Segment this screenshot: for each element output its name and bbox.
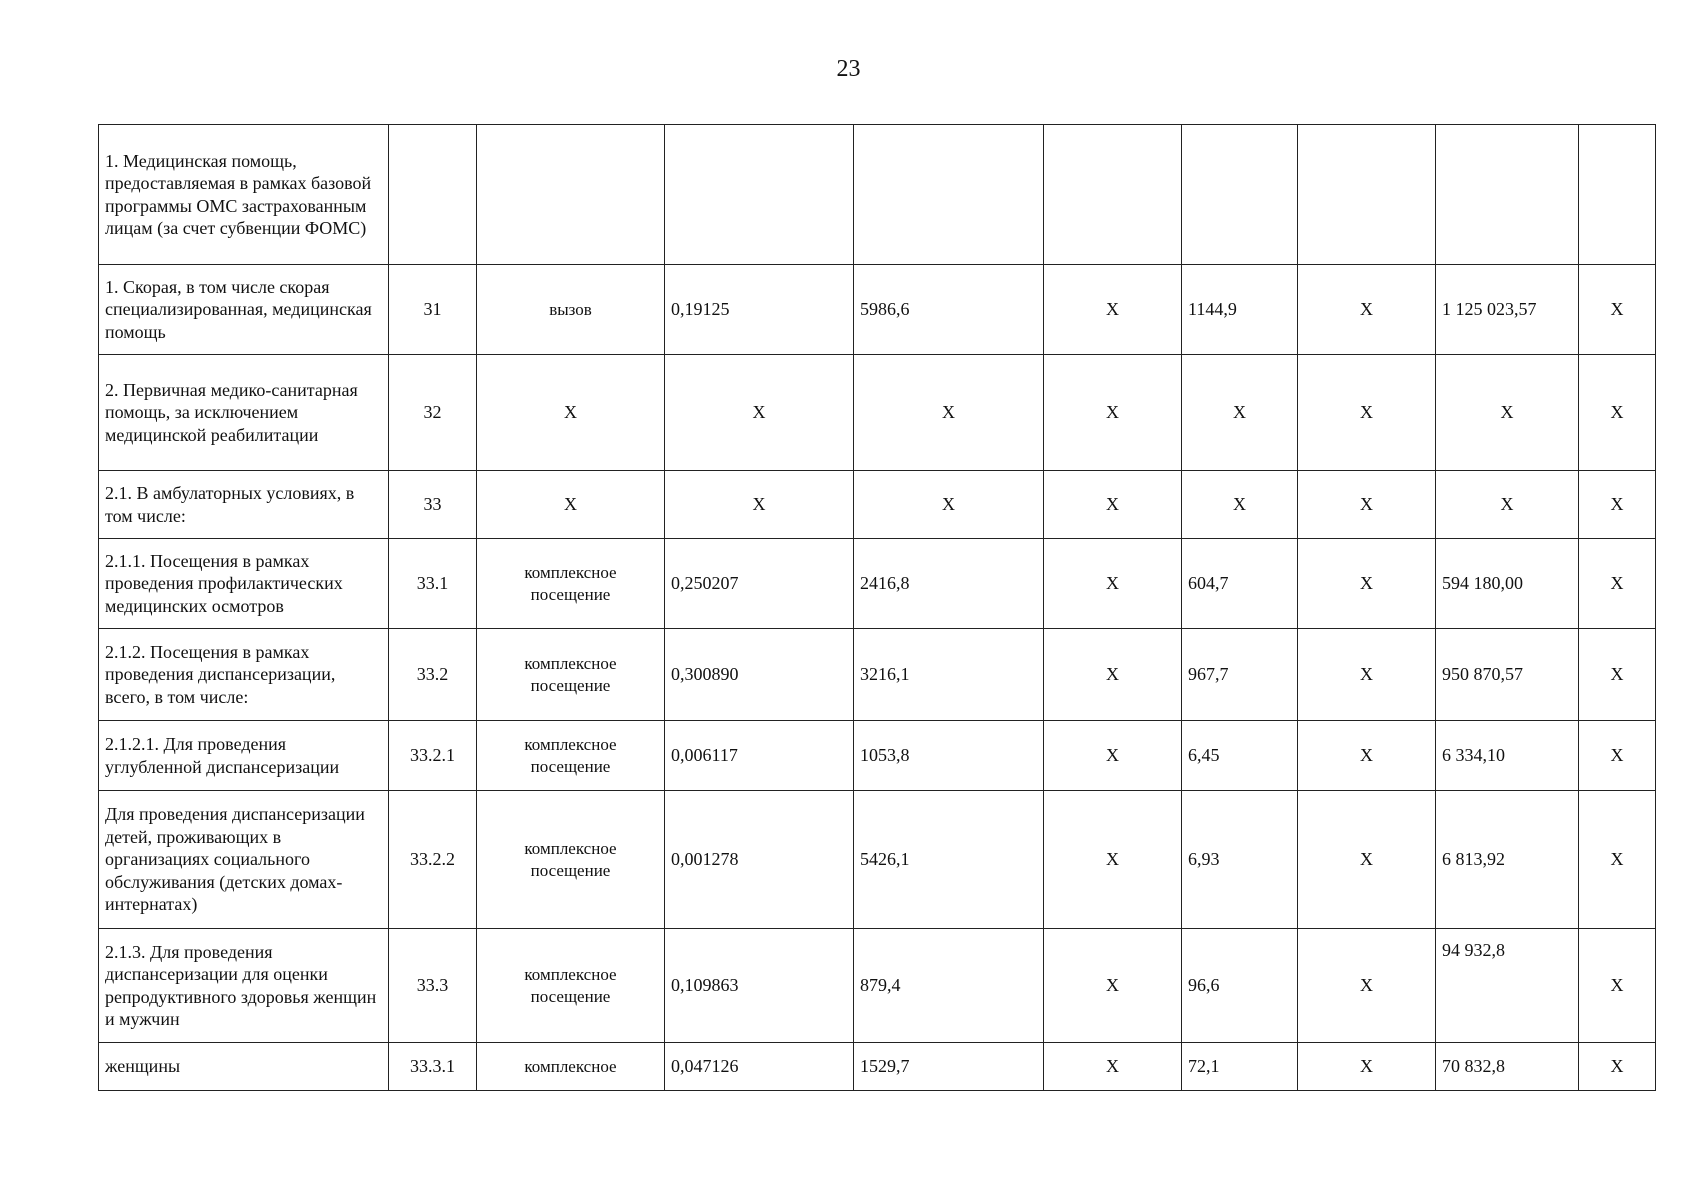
table-row <box>99 539 1656 629</box>
row-x1: Х <box>1044 355 1182 471</box>
row-norm: 0,001278 <box>665 791 854 929</box>
row-unit: комплексное посещение <box>477 539 665 629</box>
row-norm: 0,250207 <box>665 539 854 629</box>
row-code: 33.2.2 <box>389 791 477 929</box>
row-x2: Х <box>1298 721 1436 791</box>
row-x2 <box>1298 125 1436 265</box>
row-x3: Х <box>1579 539 1656 629</box>
row-x2: Х <box>1298 539 1436 629</box>
row-name: 2.1.3. Для проведения диспансеризации для оценки репродуктивного здоровья женщин и мужчин <box>99 929 389 1043</box>
row-cost: 5426,1 <box>854 791 1044 929</box>
row-x1: Х <box>1044 791 1182 929</box>
row-percap: 96,6 <box>1182 929 1298 1043</box>
row-code: 33.3.1 <box>389 1043 477 1091</box>
row-x3: Х <box>1579 265 1656 355</box>
row-x1 <box>1044 125 1182 265</box>
row-unit: комплексное посещение <box>477 791 665 929</box>
row-code: 33.2.1 <box>389 721 477 791</box>
row-x1: Х <box>1044 265 1182 355</box>
row-code <box>389 125 477 265</box>
table-row <box>99 125 1656 265</box>
row-code: 33.1 <box>389 539 477 629</box>
table-row <box>99 1043 1656 1091</box>
row-norm: 0,109863 <box>665 929 854 1043</box>
page-number: 23 <box>836 56 861 82</box>
row-code: 33 <box>389 471 477 539</box>
row-total: 6 813,92 <box>1436 791 1579 929</box>
row-cost: Х <box>854 471 1044 539</box>
row-percap: 1144,9 <box>1182 265 1298 355</box>
table-row <box>99 471 1656 539</box>
row-cost: Х <box>854 355 1044 471</box>
row-unit <box>477 125 665 265</box>
row-x3: Х <box>1579 471 1656 539</box>
row-name: 2. Первичная медико-санитарная помощь, за исключением медицинской реабилитации <box>99 355 389 471</box>
row-unit: Х <box>477 471 665 539</box>
row-percap: Х <box>1182 355 1298 471</box>
row-cost: 1053,8 <box>854 721 1044 791</box>
row-name: 2.1.1. Посещения в рамках проведения профилактических медицинских осмотров <box>99 539 389 629</box>
row-percap: 6,45 <box>1182 721 1298 791</box>
row-cost <box>854 125 1044 265</box>
row-percap: Х <box>1182 471 1298 539</box>
row-x2: Х <box>1298 355 1436 471</box>
table-row <box>99 721 1656 791</box>
row-x3: Х <box>1579 1043 1656 1091</box>
row-total: 94 932,8 <box>1436 929 1579 1043</box>
table-row <box>99 791 1656 929</box>
row-percap: 604,7 <box>1182 539 1298 629</box>
row-unit: Х <box>477 355 665 471</box>
row-total: 950 870,57 <box>1436 629 1579 721</box>
row-x3: Х <box>1579 929 1656 1043</box>
row-total: Х <box>1436 355 1579 471</box>
row-x3: Х <box>1579 355 1656 471</box>
row-x3: Х <box>1579 629 1656 721</box>
row-x3: Х <box>1579 721 1656 791</box>
row-x2: Х <box>1298 629 1436 721</box>
row-x3: Х <box>1579 791 1656 929</box>
row-x2: Х <box>1298 265 1436 355</box>
row-cost: 1529,7 <box>854 1043 1044 1091</box>
row-norm: 0,19125 <box>665 265 854 355</box>
row-x3 <box>1579 125 1656 265</box>
row-name: 2.1.2.1. Для проведения углубленной диспансеризации <box>99 721 389 791</box>
row-name: 2.1.2. Посещения в рамках проведения диспансеризации, всего, в том числе: <box>99 629 389 721</box>
row-x1: Х <box>1044 1043 1182 1091</box>
row-code: 33.3 <box>389 929 477 1043</box>
row-total: 70 832,8 <box>1436 1043 1579 1091</box>
row-norm: 0,300890 <box>665 629 854 721</box>
table-row <box>99 355 1656 471</box>
row-x2: Х <box>1298 929 1436 1043</box>
row-x1: Х <box>1044 929 1182 1043</box>
row-percap <box>1182 125 1298 265</box>
row-total: 594 180,00 <box>1436 539 1579 629</box>
row-code: 31 <box>389 265 477 355</box>
row-total: 1 125 023,57 <box>1436 265 1579 355</box>
row-name: 1. Медицинская помощь, предоставляемая в рамках базовой программы ОМС застрахованным лицам (за счет субвенции ФОМС) <box>99 125 389 265</box>
table-row <box>99 929 1656 1043</box>
row-cost: 879,4 <box>854 929 1044 1043</box>
row-norm: 0,047126 <box>665 1043 854 1091</box>
row-unit: вызов <box>477 265 665 355</box>
table-row <box>99 629 1656 721</box>
row-cost: 2416,8 <box>854 539 1044 629</box>
row-name: Для проведения диспансеризации детей, проживающих в организациях социального обслуживания (детских домах-интернатах) <box>99 791 389 929</box>
row-x1: Х <box>1044 471 1182 539</box>
row-x2: Х <box>1298 1043 1436 1091</box>
row-x2: Х <box>1298 791 1436 929</box>
row-percap: 967,7 <box>1182 629 1298 721</box>
row-name: женщины <box>99 1043 389 1091</box>
row-x1: Х <box>1044 539 1182 629</box>
row-norm: 0,006117 <box>665 721 854 791</box>
row-unit: комплексное посещение <box>477 721 665 791</box>
row-unit: комплексное посещение <box>477 629 665 721</box>
row-x1: Х <box>1044 721 1182 791</box>
row-total: Х <box>1436 471 1579 539</box>
row-cost: 5986,6 <box>854 265 1044 355</box>
row-x2: Х <box>1298 471 1436 539</box>
row-norm <box>665 125 854 265</box>
row-unit: комплексное посещение <box>477 929 665 1043</box>
row-name: 1. Скорая, в том числе скорая специализированная, медицинская помощь <box>99 265 389 355</box>
row-total <box>1436 125 1579 265</box>
row-x1: Х <box>1044 629 1182 721</box>
row-code: 33.2 <box>389 629 477 721</box>
row-percap: 72,1 <box>1182 1043 1298 1091</box>
row-unit: комплексное <box>477 1043 665 1091</box>
row-code: 32 <box>389 355 477 471</box>
data-table <box>98 124 1656 1091</box>
row-percap: 6,93 <box>1182 791 1298 929</box>
row-name: 2.1. В амбулаторных условиях, в том числе: <box>99 471 389 539</box>
row-norm: Х <box>665 471 854 539</box>
row-total: 6 334,10 <box>1436 721 1579 791</box>
row-cost: 3216,1 <box>854 629 1044 721</box>
row-norm: Х <box>665 355 854 471</box>
table-row <box>99 265 1656 355</box>
